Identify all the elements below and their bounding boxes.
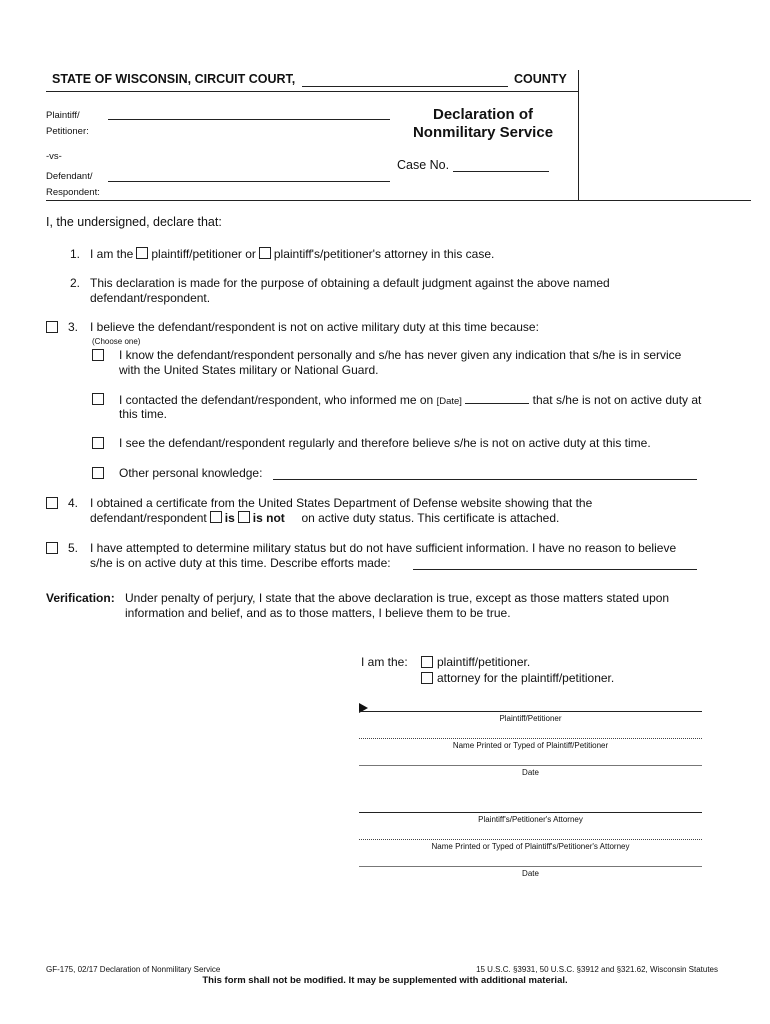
divider — [46, 200, 751, 201]
footer-notice: This form shall not be modified. It may be supplemented with additional material. — [202, 975, 568, 986]
plaintiff-signature-field[interactable] — [359, 711, 702, 712]
efforts-field[interactable] — [413, 569, 697, 570]
form-title-line2: Nonmilitary Service — [412, 124, 554, 141]
form-title-line1: Declaration of — [432, 106, 534, 123]
attorney-date-field[interactable] — [359, 866, 702, 867]
divider — [578, 70, 579, 200]
statutes: 15 U.S.C. §3931, 50 U.S.C. §3912 and §321.62, Wisconsin Statutes — [476, 965, 718, 974]
item-number: 4. — [68, 496, 79, 510]
case-no-field[interactable] — [453, 171, 549, 172]
signer-attorney-checkbox[interactable] — [421, 672, 433, 684]
divider — [46, 91, 578, 92]
item-number: 2. — [70, 276, 81, 290]
item-5-checkbox[interactable] — [46, 542, 58, 554]
is-checkbox[interactable] — [210, 511, 222, 523]
option-contacted-label: that s/he is not on active duty at — [532, 393, 702, 407]
attorney-signature-field[interactable] — [359, 812, 702, 813]
intro-text: I, the undersigned, declare that: — [46, 215, 222, 229]
plaintiff-name-field[interactable] — [359, 738, 702, 739]
verification-label: Verification: — [46, 591, 115, 605]
item-4-checkbox[interactable] — [46, 497, 58, 509]
signer-plaintiff-checkbox[interactable] — [421, 656, 433, 668]
option-contacted-checkbox[interactable] — [92, 393, 104, 405]
option-other-checkbox[interactable] — [92, 467, 104, 479]
item-number: 1. — [70, 247, 81, 261]
plaintiff-date-field[interactable] — [359, 765, 702, 766]
other-knowledge-field[interactable] — [273, 479, 697, 480]
option-personal-text: with the United States military or National Guard. — [119, 363, 379, 377]
plaintiff-field[interactable] — [108, 119, 390, 120]
item-1-option-attorney: plaintiff's/petitioner's attorney in this case. — [273, 247, 495, 261]
option-contacted-text: this time. — [119, 407, 168, 421]
choose-one-note: (Choose one) — [92, 337, 141, 346]
verification-text: information and belief, and as to those matters, I believe them to be true. — [125, 606, 511, 620]
item-1-option-plaintiff: plaintiff/petitioner or — [151, 247, 256, 261]
plaintiff-label: Plaintiff/ — [46, 110, 80, 121]
date-label: Date — [522, 869, 539, 878]
option-contacted-label: I contacted the defendant/respondent, who informed me on — [119, 393, 434, 407]
i-am-label: I am the: — [361, 655, 408, 669]
option-contacted-text — [119, 392, 701, 409]
county-field[interactable] — [302, 86, 508, 87]
option-personal-text: I know the defendant/respondent personally and s/he has never given any indication that s/he is in service — [119, 348, 682, 362]
item-5-text: I have attempted to determine military status but do not have sufficient information. I have no reason to believe — [90, 541, 677, 555]
defendant-label: Defendant/ — [46, 171, 93, 182]
item-3-checkbox[interactable] — [46, 321, 58, 333]
attorney-name-field[interactable] — [359, 839, 702, 840]
date-field[interactable] — [465, 392, 529, 404]
signer-plaintiff-label: plaintiff/petitioner. — [437, 655, 531, 669]
item-4-text: on active duty status. This certificate is attached. — [301, 511, 560, 525]
vs-label: -vs- — [46, 151, 62, 162]
name-label: Name Printed or Typed of Plaintiff/Petitioner — [452, 741, 609, 750]
signature-label: Plaintiff's/Petitioner's Attorney — [478, 815, 583, 824]
item-2-text: This declaration is made for the purpose of obtaining a default judgment against the above named — [90, 276, 610, 290]
item-5-text: s/he is on active duty at this time. Describe efforts made: — [90, 556, 391, 570]
attorney-checkbox[interactable] — [259, 247, 271, 259]
item-1-text: I am the — [90, 247, 134, 261]
respondent-label: Respondent: — [46, 187, 100, 198]
petitioner-label: Petitioner: — [46, 126, 89, 137]
case-no-label: Case No. — [397, 158, 450, 172]
option-regularly-checkbox[interactable] — [92, 437, 104, 449]
is-not-checkbox[interactable] — [238, 511, 250, 523]
item-2-text: defendant/respondent. — [90, 291, 211, 305]
signature-label: Plaintiff/Petitioner — [499, 714, 562, 723]
form-id: GF-175, 02/17 Declaration of Nonmilitary Service — [46, 965, 221, 974]
item-4-line2 — [90, 511, 559, 525]
is-not-label: is not — [252, 511, 285, 525]
court-label: STATE OF WISCONSIN, CIRCUIT COURT, — [52, 72, 296, 86]
date-label: [Date] — [436, 396, 462, 407]
item-1 — [90, 247, 494, 261]
is-label: is — [224, 511, 235, 525]
item-number: 3. — [68, 320, 79, 334]
defendant-field[interactable] — [108, 181, 390, 182]
item-3-text: I believe the defendant/respondent is not on active military duty at this time because: — [90, 320, 539, 334]
signer-attorney-label: attorney for the plaintiff/petitioner. — [437, 671, 615, 685]
option-regularly-text: I see the defendant/respondent regularly and therefore believe s/he is not on active duty at this time. — [119, 436, 651, 450]
option-personal-checkbox[interactable] — [92, 349, 104, 361]
item-4-text: defendant/respondent — [90, 511, 207, 525]
item-4-text: I obtained a certificate from the United States Department of Defense website showing that the — [90, 496, 593, 510]
item-number: 5. — [68, 541, 79, 555]
verification-text: Under penalty of perjury, I state that the above declaration is true, except as those matters stated upon — [125, 591, 670, 605]
plaintiff-checkbox[interactable] — [136, 247, 148, 259]
name-label: Name Printed or Typed of Plaintiff's/Petitioner's Attorney — [431, 842, 630, 851]
county-label: COUNTY — [514, 72, 567, 86]
date-label: Date — [522, 768, 539, 777]
option-other-text: Other personal knowledge: — [119, 466, 263, 480]
